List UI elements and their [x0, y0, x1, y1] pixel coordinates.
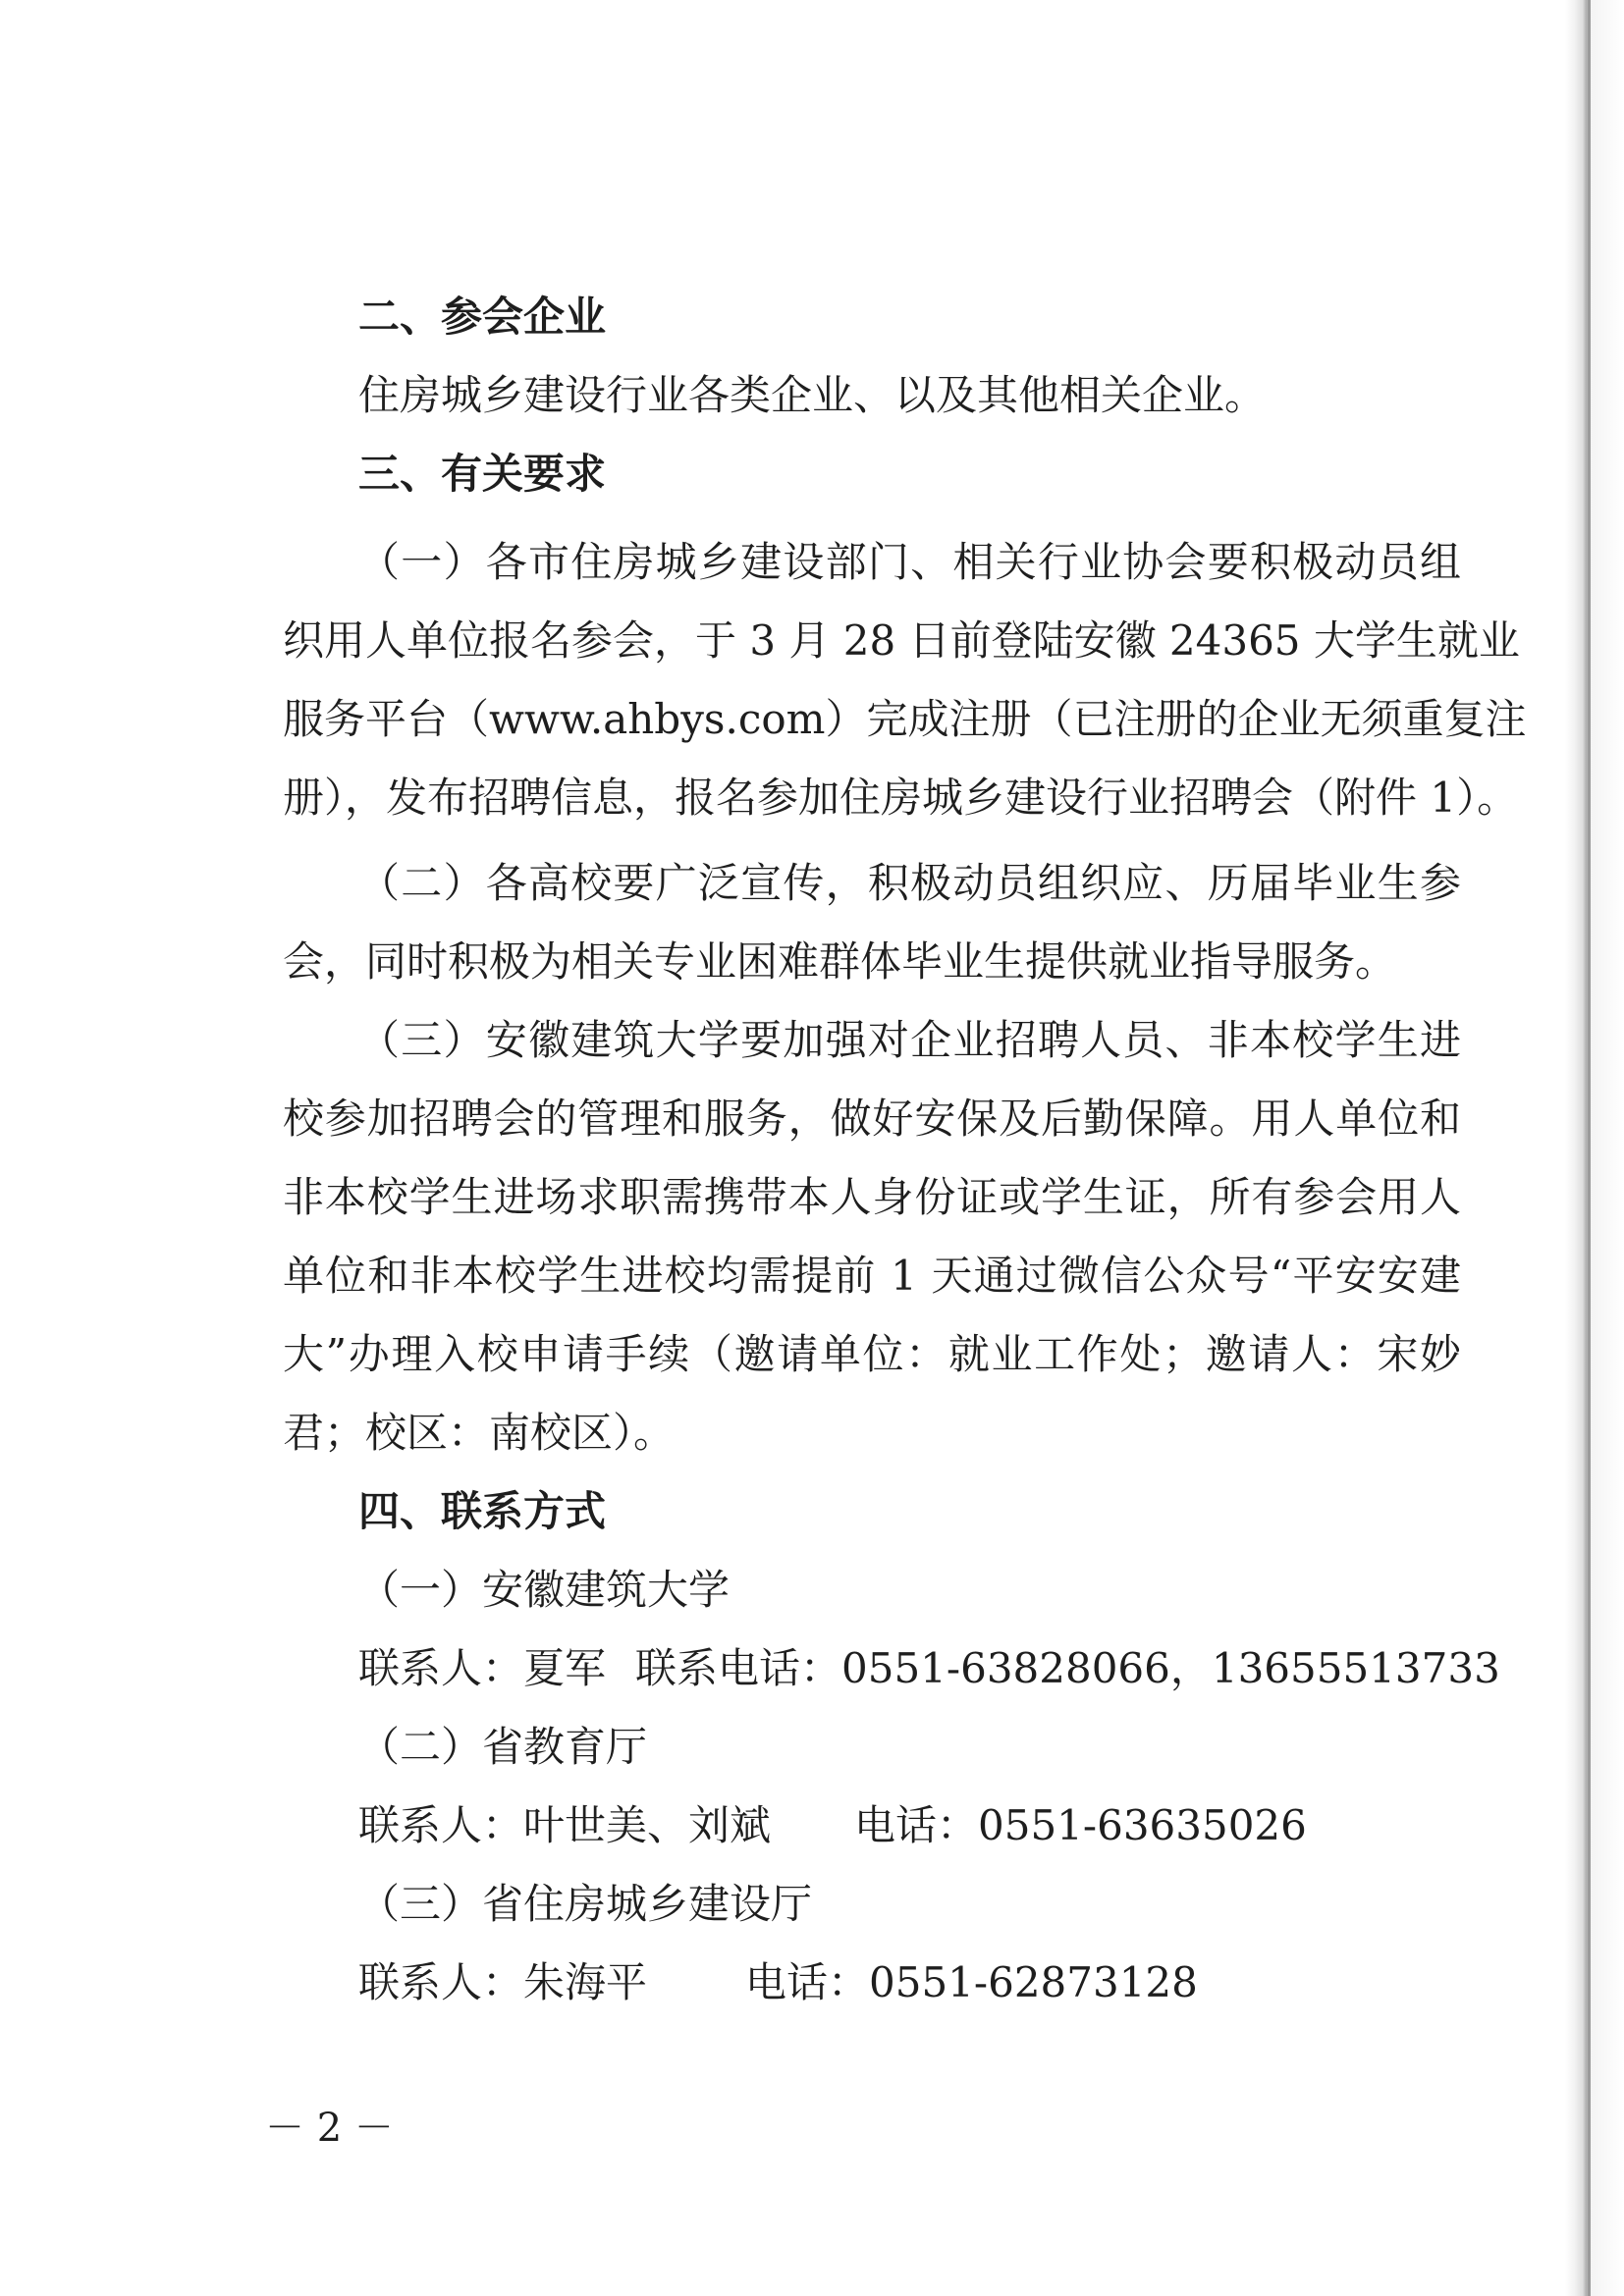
contact-2-phone: 电话：0551-63635026 [854, 1801, 1307, 1849]
section-2-heading: 二、参会企业 [358, 293, 607, 341]
section-3-p1-line-3: 服务平台（www.ahbys.com）完成注册（已注册的企业无须重复注 [283, 695, 1527, 743]
contact-1-details [358, 1644, 1500, 1693]
section-3-p3-line-2: 校参加招聘会的管理和服务，做好安保及后勤保障。用人单位和 [283, 1095, 1461, 1143]
section-2-body: 住房城乡建设行业各类企业、以及其他相关企业。 [358, 371, 1267, 419]
section-3-p2-line-2: 会，同时积极为相关专业困难群体毕业生提供就业指导服务。 [283, 937, 1397, 986]
section-4-heading: 四、联系方式 [358, 1487, 607, 1535]
section-3-p3-line-1: （三）安徽建筑大学要加强对企业招聘人员、非本校学生进 [358, 1016, 1461, 1064]
section-3-p3-line-3: 非本校学生进场求职需携带本人身份证或学生证，所有参会用人 [283, 1173, 1461, 1221]
section-3-heading: 三、有关要求 [358, 450, 607, 498]
section-3-p1-line-4: 册），发布招聘信息，报名参加住房城乡建设行业招聘会（附件 1）。 [283, 774, 1519, 822]
section-3-p1-line-2: 织用人单位报名参会，于 3 月 28 日前登陆安徽 24365 大学生就业 [283, 616, 1520, 665]
scan-edge-shadow [1565, 0, 1624, 2296]
section-3-p2-line-1: （二）各高校要广泛宣传，积极动员组织应、历届毕业生参 [358, 859, 1461, 907]
contact-1-org: （一）安徽建筑大学 [358, 1566, 731, 1614]
section-3-p1-line-1: （一）各市住房城乡建设部门、相关行业协会要积极动员组 [358, 538, 1461, 586]
contact-3-person: 联系人：朱海平 [358, 1958, 648, 2006]
contact-2-person: 联系人：叶世美、刘斌 [358, 1801, 772, 1849]
contact-2-details [358, 1801, 1307, 1850]
scan-edge-line [1588, 0, 1591, 2296]
section-3-p3-line-6: 君；校区：南校区）。 [283, 1409, 676, 1457]
contact-3-phone: 电话：0551-62873128 [745, 1958, 1198, 2006]
section-3-p3-line-4: 单位和非本校学生进校均需提前 1 天通过微信公众号“平安安建 [283, 1252, 1461, 1300]
contact-2-org: （二）省教育厅 [358, 1723, 648, 1771]
page-number: － 2 － [265, 2106, 394, 2151]
section-3-p3-line-5: 大”办理入校申请手续（邀请单位：就业工作处；邀请人：宋妙 [283, 1330, 1461, 1378]
contact-3-details [358, 1958, 1198, 2007]
contact-3-org: （三）省住房城乡建设厅 [358, 1880, 813, 1928]
contact-1-person: 联系人：夏军 [358, 1644, 607, 1692]
contact-1-phone: 联系电话：0551-63828066，13655513733 [635, 1644, 1500, 1692]
